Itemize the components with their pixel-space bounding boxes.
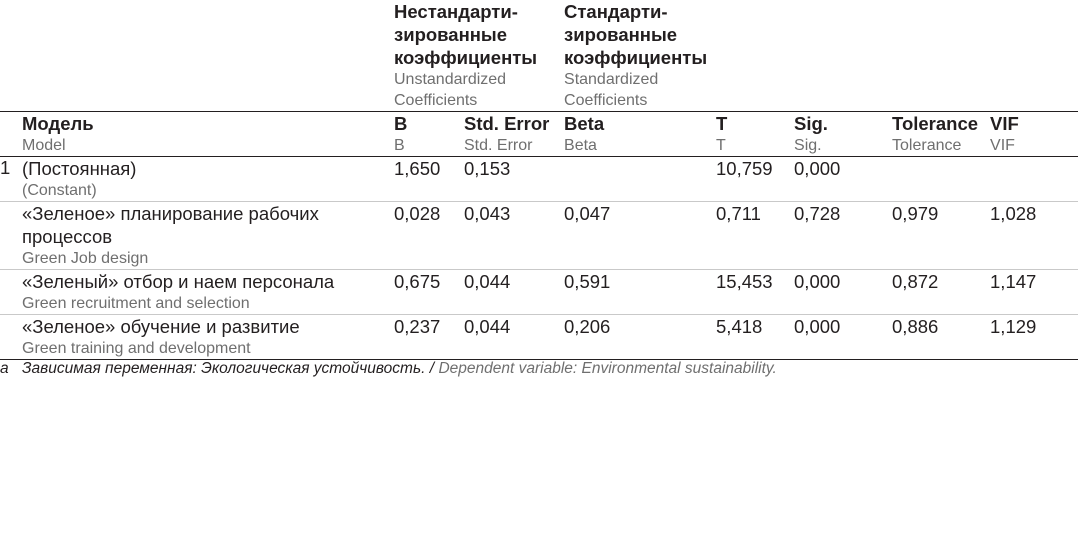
unstandardized-ru-line2: зированные	[394, 24, 508, 45]
row-value-sig: 0,000	[794, 270, 892, 315]
standardized-en-line2: Coefficients	[564, 92, 648, 109]
footnote-en: Dependent variable: Environmental sustainability.	[438, 360, 777, 377]
table-row	[0, 270, 1078, 315]
row-value-t: 0,711	[716, 202, 794, 270]
header-cell-t	[716, 112, 794, 157]
row-label-en: Green training and development	[22, 340, 251, 357]
row-number	[0, 202, 22, 270]
footnote-mark: a	[0, 360, 9, 377]
row-label-en: (Constant)	[22, 182, 97, 199]
row-value-std-error: 0,044	[464, 315, 564, 360]
table-row	[0, 315, 1078, 360]
header-tolerance-en: Tolerance	[892, 137, 962, 154]
row-value-t: 10,759	[716, 157, 794, 202]
super-header-empty-t	[716, 0, 794, 112]
super-header-empty-num	[0, 0, 22, 112]
row-value-std-error: 0,153	[464, 157, 564, 202]
row-value-vif: 1,129	[990, 315, 1078, 360]
row-value-beta: 0,206	[564, 315, 716, 360]
header-model-en: Model	[22, 137, 66, 154]
header-sig-ru: Sig.	[794, 113, 828, 134]
header-cell-vif	[990, 112, 1078, 157]
super-header-unstandardized	[394, 0, 564, 112]
row-value-tolerance	[892, 157, 990, 202]
unstandardized-en-line2: Coefficients	[394, 92, 478, 109]
row-value-beta	[564, 157, 716, 202]
header-t-ru: T	[716, 113, 728, 134]
header-t-en: T	[716, 137, 726, 154]
column-header-row	[0, 112, 1078, 157]
unstandardized-ru-line1: Нестандарти-	[394, 1, 518, 22]
table-footnote-row	[0, 360, 1078, 379]
super-header-empty-vif	[990, 0, 1078, 112]
standardized-ru-line1: Стандарти-	[564, 1, 668, 22]
row-label-ru: «Зеленое» обучение и развитие	[22, 316, 300, 337]
super-header-empty-sig	[794, 0, 892, 112]
unstandardized-en-line1: Unstandardized	[394, 71, 507, 88]
row-value-t: 15,453	[716, 270, 794, 315]
row-value-b: 1,650	[394, 157, 464, 202]
row-value-vif: 1,147	[990, 270, 1078, 315]
row-value-sig: 0,000	[794, 315, 892, 360]
row-value-tolerance: 0,886	[892, 315, 990, 360]
row-value-beta: 0,047	[564, 202, 716, 270]
row-value-sig: 0,728	[794, 202, 892, 270]
header-cell-sig	[794, 112, 892, 157]
row-value-std-error: 0,043	[464, 202, 564, 270]
footnote-text-cell	[22, 360, 1078, 379]
row-label-ru: (Постоянная)	[22, 158, 137, 179]
row-label-ru: «Зеленый» отбор и наем персонала	[22, 271, 335, 292]
row-number: 1	[0, 157, 22, 202]
row-value-b: 0,675	[394, 270, 464, 315]
header-cell-b	[394, 112, 464, 157]
row-label	[22, 270, 394, 315]
row-value-t: 5,418	[716, 315, 794, 360]
standardized-ru-line3: коэффициенты	[564, 47, 708, 68]
header-cell-model	[22, 112, 394, 157]
super-header-row	[0, 0, 1078, 112]
header-sig-en: Sig.	[794, 137, 822, 154]
table-row	[0, 157, 1078, 202]
header-cell-beta	[564, 112, 716, 157]
header-b-en: B	[394, 137, 405, 154]
header-vif-en: VIF	[990, 137, 1015, 154]
header-beta-en: Beta	[564, 137, 597, 154]
super-header-standardized	[564, 0, 716, 112]
row-value-b: 0,237	[394, 315, 464, 360]
row-label	[22, 315, 394, 360]
row-value-tolerance: 0,979	[892, 202, 990, 270]
header-cell-tolerance	[892, 112, 990, 157]
header-b-ru: B	[394, 113, 408, 134]
row-value-tolerance: 0,872	[892, 270, 990, 315]
header-std-error-en: Std. Error	[464, 137, 533, 154]
header-tolerance-ru: Tolerance	[892, 113, 979, 134]
row-label-en: Green Job design	[22, 250, 149, 267]
table-row	[0, 202, 1078, 270]
row-value-sig: 0,000	[794, 157, 892, 202]
row-value-std-error: 0,044	[464, 270, 564, 315]
header-cell-num	[0, 112, 22, 157]
footnote-ru: Зависимая переменная: Экологическая устойчивость. /	[22, 360, 435, 377]
row-label-en: Green recruitment and selection	[22, 295, 250, 312]
row-value-beta: 0,591	[564, 270, 716, 315]
row-number	[0, 270, 22, 315]
header-vif-ru: VIF	[990, 113, 1019, 134]
row-value-b: 0,028	[394, 202, 464, 270]
standardized-en-line1: Standardized	[564, 71, 659, 88]
standardized-ru-line2: зированные	[564, 24, 678, 45]
header-cell-std-error	[464, 112, 564, 157]
super-header-empty-label	[22, 0, 394, 112]
header-model-ru: Модель	[22, 113, 94, 134]
unstandardized-ru-line3: коэффициенты	[394, 47, 538, 68]
super-header-empty-tolerance	[892, 0, 990, 112]
row-label	[22, 157, 394, 202]
header-beta-ru: Beta	[564, 113, 605, 134]
row-label-ru: «Зеленое» планирование рабочих процессов	[22, 203, 319, 247]
row-value-vif: 1,028	[990, 202, 1078, 270]
row-value-vif	[990, 157, 1078, 202]
row-number	[0, 315, 22, 360]
header-std-error-ru: Std. Error	[464, 113, 550, 134]
footnote-mark-cell	[0, 360, 22, 379]
row-label	[22, 202, 394, 270]
